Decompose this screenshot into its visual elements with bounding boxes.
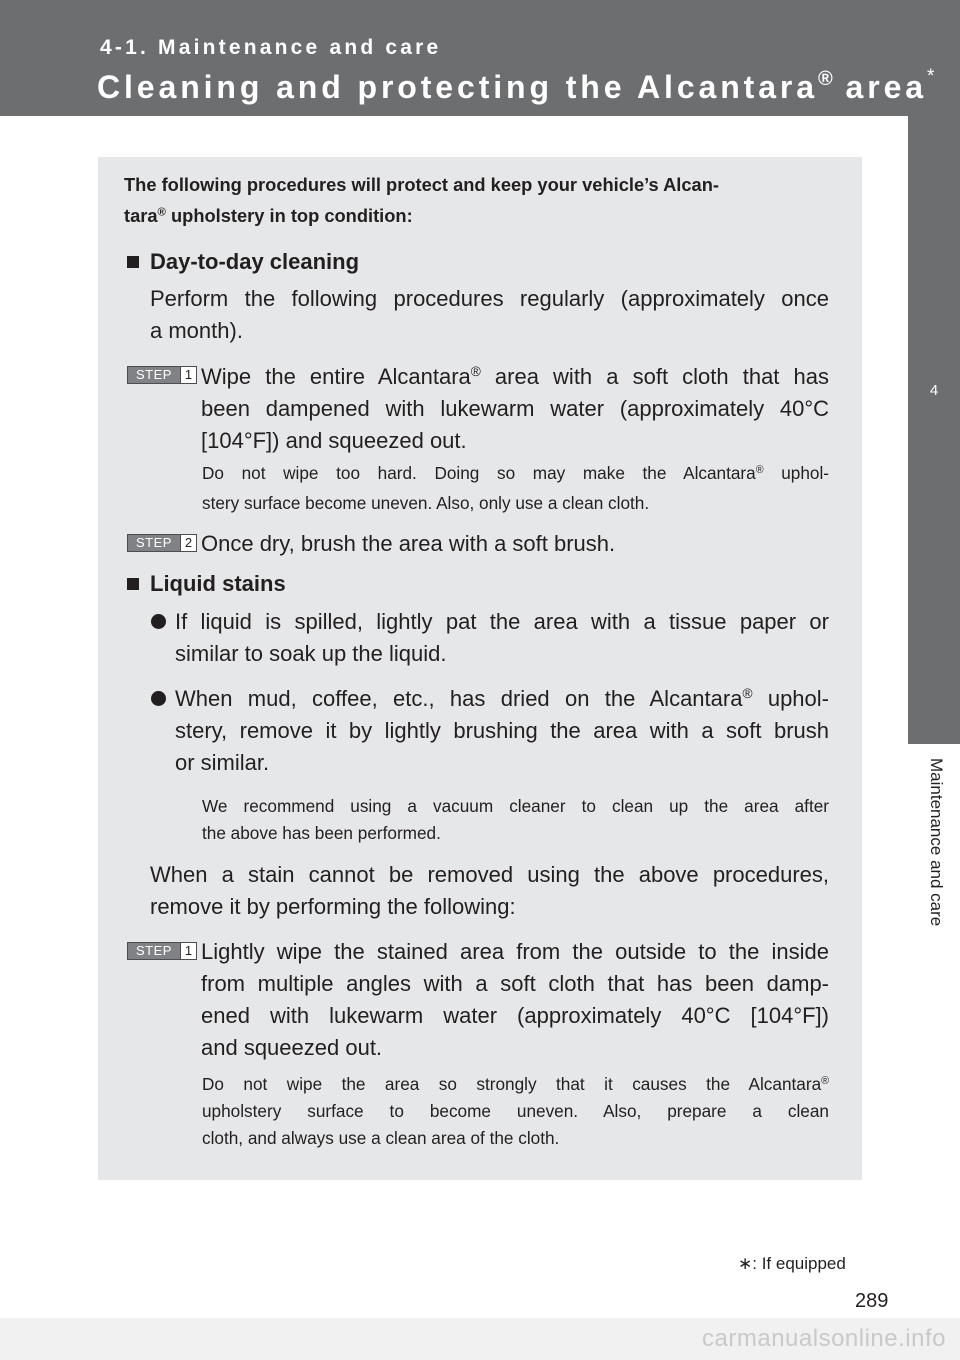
note-text-b: uphol- [763,463,829,483]
step1-text-b: area with a soft cloth that has [480,364,829,389]
stain-note-line2: upholstery surface to become uneven. Also, prepare a clean [202,1101,829,1121]
stain-note-text: Do not wipe the area so strongly that it causes the Alcantara [202,1074,822,1094]
step1-note-line1 [202,460,829,487]
note-text-a: Do not wipe too hard. Doing so may make the Alcantara [202,463,756,483]
step-number: 2 [180,535,196,551]
step1-line2: been dampened with lukewarm water (approximately 40°C [201,396,829,421]
step1-line1 [201,361,829,393]
heading-liquid-stains: Liquid stains [150,571,286,596]
watermark: carmanualsonline.info [0,1318,960,1360]
chapter-number: 4 [929,382,939,399]
step-badge [127,366,197,384]
stain-intro-line1: When a stain cannot be removed using the above procedures, [150,862,829,887]
bullet2-line1 [175,683,829,715]
page-title [97,66,934,106]
intro-word: tara [124,205,158,226]
page-number: 289 [855,1290,889,1312]
page-title-suffix: area [832,69,927,105]
bullet2-text-a: When mud, coffee, etc., has dried on the Alcantara [175,686,743,711]
registered-mark: ® [157,206,166,219]
step-badge [127,534,197,552]
step1-text-a: Wipe the entire Alcantara [201,364,471,389]
stain-step1-line4: and squeezed out. [201,1035,383,1060]
stain-step1-line2: from multiple angles with a soft cloth that has been damp- [201,971,829,996]
step1-note-line2: stery surface become uneven. Also, only use a clean cloth. [202,493,650,513]
stain-note-line3: cloth, and always use a clean area of the cloth. [202,1128,560,1148]
stain-step1-line3: ened with lukewarm water (approximately 40°C [104°F]) [201,1003,829,1028]
heading-day-to-day: Day-to-day cleaning [150,249,360,274]
registered-mark: ® [742,686,753,702]
intro-rest: upholstery in top condition: [165,205,413,226]
chapter-title: Maintenance and care [927,758,946,927]
vacuum-note-line1: We recommend using a vacuum cleaner to clean up the area after [202,796,829,816]
stain-note-line1 [202,1071,829,1098]
step1-line3: [104°F]) and squeezed out. [201,428,467,453]
day-to-day-desc-line2: a month). [150,318,243,343]
step2-text: Once dry, brush the area with a soft brush. [201,531,616,556]
step-badge [127,942,197,960]
step-label: STEP [136,943,172,958]
stain-intro-line2: remove it by performing the following: [150,894,516,919]
bullet2-line3: or similar. [175,750,270,775]
vacuum-note-line2: the above has been performed. [202,823,441,843]
day-to-day-desc-line1: Perform the following procedures regularly (approximately once [150,286,829,311]
bullet2-line2: stery, remove it by lightly brushing the area with a soft brush [175,718,829,743]
stain-step1-line1: Lightly wipe the stained area from the outside to the inside [201,939,829,964]
registered-mark: ® [821,1074,829,1087]
page-title-text: Cleaning and protecting the Alcantara [97,69,818,105]
chapter-header [0,0,960,116]
registered-mark: ® [755,463,764,476]
registered-mark: ® [470,364,481,380]
registered-mark: ® [817,68,833,90]
intro-text-line2 [124,205,413,227]
round-bullet-icon [151,614,166,629]
bullet1-line1: If liquid is spilled, lightly pat the area with a tissue paper or [175,609,829,634]
bullet1-line2: similar to soak up the liquid. [175,641,447,666]
step-number: 1 [180,943,196,959]
step-number: 1 [180,367,196,383]
chapter-tab[interactable] [908,116,960,744]
equipped-asterisk: * [926,66,935,87]
section-label: 4-1. Maintenance and care [100,36,442,59]
intro-text-line1: The following procedures will protect and keep your vehicle’s Alcan- [124,174,719,195]
step-label: STEP [136,367,172,382]
equipped-footnote: ∗: If equipped [738,1254,846,1273]
square-bullet-icon [127,256,139,268]
square-bullet-icon [127,578,139,590]
step-label: STEP [136,535,172,550]
round-bullet-icon [151,691,166,706]
bullet2-text-b: uphol- [752,686,829,711]
